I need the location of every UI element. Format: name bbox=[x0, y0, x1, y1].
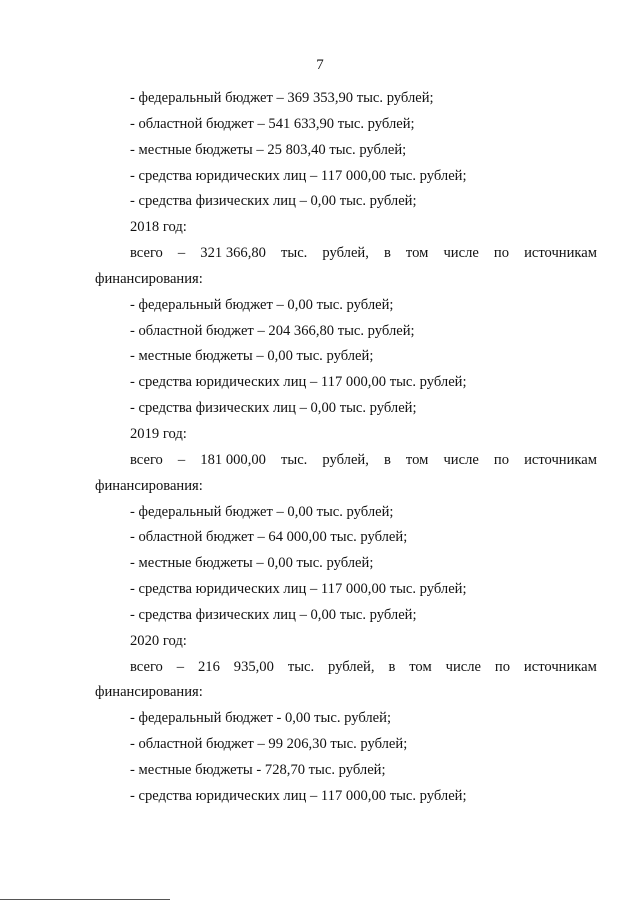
document-body bbox=[95, 86, 597, 810]
total-line-word: числе bbox=[445, 658, 481, 675]
text-line: - местные бюджеты - 728,70 тыс. рублей; bbox=[130, 761, 386, 778]
text-line: - местные бюджеты – 25 803,40 тыс. рублей; bbox=[130, 141, 407, 158]
text-line: - средства юридических лиц – 117 000,00 тыс. рублей; bbox=[130, 581, 467, 598]
total-line bbox=[95, 448, 597, 474]
total-line-word: числе bbox=[443, 245, 479, 262]
total-line-word: рублей, bbox=[322, 451, 369, 468]
total-line-word: – bbox=[177, 451, 186, 468]
total-line-word: – bbox=[176, 658, 185, 675]
total-line-word: тыс. bbox=[281, 451, 308, 468]
total-line-word: в bbox=[388, 658, 396, 675]
text-line: - средства физических лиц – 0,00 тыс. рублей; bbox=[130, 193, 417, 210]
total-line-word: по bbox=[493, 451, 509, 468]
total-line-word: в bbox=[383, 451, 391, 468]
total-line-word: – bbox=[177, 245, 186, 262]
text-line: 2018 год: bbox=[130, 219, 187, 236]
total-line-word: всего bbox=[130, 451, 163, 468]
total-line-word: всего bbox=[130, 245, 163, 262]
total-line-word: в bbox=[383, 245, 391, 262]
text-line: - федеральный бюджет – 369 353,90 тыс. рублей; bbox=[130, 90, 434, 106]
total-line-word: 321 366,80 bbox=[200, 245, 266, 262]
total-line bbox=[95, 241, 597, 267]
text-line: - областной бюджет – 64 000,00 тыс. рублей; bbox=[130, 529, 408, 546]
total-line-word: том bbox=[409, 658, 432, 675]
total-line bbox=[95, 655, 597, 681]
text-line: 2020 год: bbox=[130, 632, 187, 649]
total-line-word: источникам bbox=[524, 245, 597, 262]
footer-rule bbox=[0, 899, 170, 900]
continuation-line: финансирования: bbox=[95, 270, 203, 287]
total-line-word: источникам bbox=[523, 658, 597, 675]
text-line: - местные бюджеты – 0,00 тыс. рублей; bbox=[130, 555, 374, 572]
total-line-word: том bbox=[405, 245, 429, 262]
total-line-word: источникам bbox=[524, 451, 597, 468]
total-line-word: тыс. bbox=[287, 658, 315, 675]
total-line-word: рублей, bbox=[322, 245, 369, 262]
text-line: - областной бюджет – 541 633,90 тыс. рублей; bbox=[130, 115, 415, 132]
page-number: 7 bbox=[316, 57, 324, 73]
text-line: - средства юридических лиц – 117 000,00 тыс. рублей; bbox=[130, 167, 467, 184]
text-line: 2019 год: bbox=[130, 425, 187, 442]
continuation-line: финансирования: bbox=[95, 477, 203, 494]
total-line-word: том bbox=[405, 451, 429, 468]
text-line: - средства юридических лиц – 117 000,00 тыс. рублей; bbox=[130, 374, 467, 391]
text-line: - федеральный бюджет – 0,00 тыс. рублей; bbox=[130, 296, 394, 313]
total-line-word: рублей, bbox=[328, 658, 375, 675]
total-line-word: 935,00 bbox=[233, 658, 274, 675]
total-line-word: 216 bbox=[197, 658, 220, 675]
total-line-word: числе bbox=[443, 451, 479, 468]
text-line: - федеральный бюджет - 0,00 тыс. рублей; bbox=[130, 710, 392, 727]
total-line-word: всего bbox=[130, 658, 163, 675]
total-line-word: тыс. bbox=[281, 245, 308, 262]
total-line-word: по bbox=[493, 245, 509, 262]
text-line: - областной бюджет – 204 366,80 тыс. рублей; bbox=[130, 322, 415, 339]
text-line: - областной бюджет – 99 206,30 тыс. рублей; bbox=[130, 736, 408, 753]
text-line: - федеральный бюджет – 0,00 тыс. рублей; bbox=[130, 503, 394, 520]
text-line: - средства физических лиц – 0,00 тыс. рублей; bbox=[130, 400, 417, 417]
text-line: - местные бюджеты – 0,00 тыс. рублей; bbox=[130, 348, 374, 365]
continuation-line: финансирования: bbox=[95, 684, 203, 701]
total-line-word: по bbox=[494, 658, 511, 675]
text-line: - средства физических лиц – 0,00 тыс. рублей; bbox=[130, 606, 417, 623]
total-line-word: 181 000,00 bbox=[200, 451, 266, 468]
text-line: - средства юридических лиц – 117 000,00 тыс. рублей; bbox=[130, 787, 467, 804]
